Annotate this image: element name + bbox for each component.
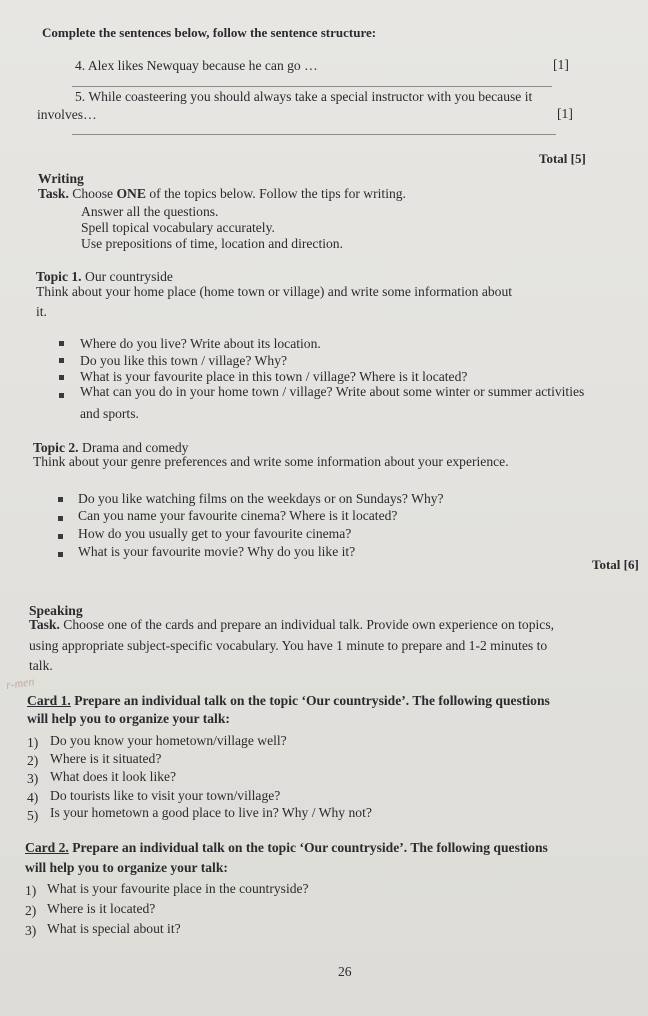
part1-total: Total [5] xyxy=(539,151,586,166)
writing-task xyxy=(38,186,406,202)
tip-2: Spell topical vocabulary accurately. xyxy=(81,220,275,235)
task-text-post: of the topics below. Follow the tips for writing. xyxy=(149,186,406,201)
topic-1-name: Our countryside xyxy=(85,269,173,284)
topic-2-intro: Think about your genre preferences and write some information about your experience. xyxy=(33,454,509,469)
card-2-text: Prepare an individual talk on the topic ‘Our countryside’. The following questions xyxy=(72,840,548,855)
card-1-line2: will help you to organize your talk: xyxy=(27,711,230,726)
question-4-mark: [1] xyxy=(553,57,569,72)
topic-1-bullet-3: What is your favourite place in this town / village? Where is it located? xyxy=(80,369,468,384)
bullet-icon xyxy=(59,393,64,398)
topic-1-bullet-1: Where do you live? Write about its location. xyxy=(80,336,321,351)
topic-2-bullet-1: Do you like watching films on the weekdays or on Sundays? Why? xyxy=(78,491,444,506)
topic-1-intro-line2: it. xyxy=(36,304,47,319)
speaking-task-label: Task. xyxy=(29,617,60,632)
bullet-icon xyxy=(58,552,63,557)
question-5-line2: involves… xyxy=(37,107,97,122)
topic-1-bullet-2: Do you like this town / village? Why? xyxy=(80,353,288,368)
speaking-heading: Speaking xyxy=(29,603,83,618)
topic-1-bullet-4: What can you do in your home town / village? Write about some winter or summer activities xyxy=(80,384,585,399)
card-1-item-4-number: 4) xyxy=(27,790,39,805)
topic-2-label: Topic 2. xyxy=(33,440,79,455)
card-2-item-3-number: 3) xyxy=(25,923,37,938)
card-1-text: Prepare an individual talk on the topic ‘Our countryside’. The following questions xyxy=(74,693,550,708)
speaking-task-line1 xyxy=(29,617,554,633)
topic-1-bullet-4-cont: and sports. xyxy=(80,406,139,421)
card-2-item-1-number: 1) xyxy=(25,883,37,898)
tip-3: Use prepositions of time, location and direction. xyxy=(81,236,343,251)
card-1-item-1: Do you know your hometown/village well? xyxy=(50,733,287,748)
card-2-label: Card 2. xyxy=(25,840,69,855)
question-5-line1: 5. While coasteering you should always take a special instructor with you because it xyxy=(75,89,533,104)
card-2-item-1: What is your favourite place in the countryside? xyxy=(47,881,309,896)
answer-line xyxy=(72,134,556,135)
writing-total: Total [6] xyxy=(592,557,639,572)
question-4: 4. Alex likes Newquay because he can go … xyxy=(75,58,318,73)
card-1-item-2: Where is it situated? xyxy=(50,751,162,766)
speaking-task-text: Choose one of the cards and prepare an individual talk. Provide own experience on topics, xyxy=(63,617,555,632)
bullet-icon xyxy=(59,375,64,380)
writing-heading: Writing xyxy=(38,171,84,186)
card-1-item-2-number: 2) xyxy=(27,753,39,768)
question-5-mark: [1] xyxy=(557,106,573,121)
card-2-line1 xyxy=(25,840,548,856)
speaking-task-line2: using appropriate subject-specific vocabulary. You have 1 minute to prepare and 1-2 minutes to xyxy=(29,638,548,653)
topic-2-bullet-3: How do you usually get to your favourite cinema? xyxy=(78,526,352,541)
topic-1-title xyxy=(36,269,173,285)
card-2-item-3: What is special about it? xyxy=(47,921,181,936)
bullet-icon xyxy=(58,534,63,539)
tip-1: Answer all the questions. xyxy=(81,204,219,219)
card-1-item-3: What does it look like? xyxy=(50,769,177,784)
card-1-item-1-number: 1) xyxy=(27,735,39,750)
bullet-icon xyxy=(58,497,63,502)
card-1-label: Card 1. xyxy=(27,693,71,708)
card-1-item-5: Is your hometown a good place to live in? Why / Why not? xyxy=(50,805,372,820)
topic-1-intro-line1: Think about your home place (home town or village) and write some information about xyxy=(36,284,513,299)
handwritten-mark: r-men xyxy=(5,674,36,692)
speaking-task-line3: talk. xyxy=(29,658,53,673)
task-text-pre: Choose xyxy=(72,186,114,201)
card-2-line2: will help you to organize your talk: xyxy=(25,860,228,875)
task-text-one: ONE xyxy=(116,186,146,201)
card-1-item-5-number: 5) xyxy=(27,808,39,823)
card-1-item-3-number: 3) xyxy=(27,771,39,786)
card-1-item-4: Do tourists like to visit your town/village? xyxy=(50,788,281,803)
section-heading: Complete the sentences below, follow the sentence structure: xyxy=(42,25,377,40)
topic-2-bullet-2: Can you name your favourite cinema? Where is it located? xyxy=(78,508,398,523)
card-2-item-2: Where is it located? xyxy=(47,901,156,916)
bullet-icon xyxy=(59,341,64,346)
card-1-line1 xyxy=(27,693,550,709)
topic-2-bullet-4: What is your favourite movie? Why do you like it? xyxy=(78,544,356,559)
task-label: Task. xyxy=(38,186,69,201)
answer-line xyxy=(72,86,552,87)
topic-2-name: Drama and comedy xyxy=(82,440,189,455)
bullet-icon xyxy=(59,358,64,363)
page-number: 26 xyxy=(338,964,352,979)
topic-1-label: Topic 1. xyxy=(36,269,82,284)
bullet-icon xyxy=(58,516,63,521)
card-2-item-2-number: 2) xyxy=(25,903,37,918)
